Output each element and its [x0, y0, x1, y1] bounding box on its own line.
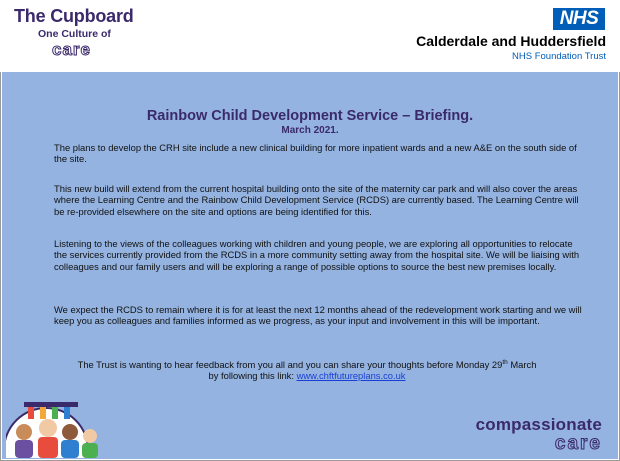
org-name: Calderdale and Huddersfield	[416, 33, 606, 49]
briefing-panel	[2, 72, 618, 459]
closing-line2: by following this link:	[208, 370, 297, 382]
staff-group-illustration	[6, 370, 124, 458]
nhs-logo: NHS	[553, 8, 605, 30]
paragraph-3: Listening to the views of the colleagues working with children and young people, we are exploring all opportunities to relocate the services currently provided from the RCDS in a more community setting away from the hospital site. We will be liaising with colleagues and our family users and will be exploring a range of possible options to source the best new premises locally.	[54, 238, 580, 272]
closing-line1: The Trust is wanting to hear feedback from you all and you can share your thoughts before Monday 29	[77, 359, 503, 371]
compassionate-logo-text: compassionate	[475, 415, 602, 434]
briefing-title: Rainbow Child Development Service – Briefing.	[146, 108, 474, 124]
brand-title: The Cupboard	[14, 6, 134, 26]
closing-superscript: th	[502, 359, 508, 366]
brand-care-logo: care	[52, 40, 91, 59]
compassionate-care-logo: care	[554, 433, 602, 454]
paragraph-4: We expect the RCDS to remain where it is for at least the next 12 months ahead of the redevelopment work starting and we will keep you as colleagues and families informed as we progress, as your input and involvement in this will be important.	[54, 304, 582, 327]
header	[0, 0, 620, 72]
briefing-date: March 2021.	[281, 125, 339, 136]
brand-subtitle: One Culture of	[38, 28, 111, 40]
paragraph-1: The plans to develop the CRH site include a new clinical building for more inpatient wards and a new A&E on the south side of the site.	[54, 142, 577, 165]
paragraph-2: This new build will extend from the current hospital building onto the site of the maternity car park and will also cover the areas where the Learning Centre and the Rainbow Child Development Service (RCDS) are currently based. The Learning Centre will be re-provided elsewhere on the site and options are being identified for this.	[54, 183, 579, 217]
feedback-link[interactable]: www.chftfutureplans.co.uk	[296, 370, 406, 382]
closing-line1-end: March	[507, 359, 537, 371]
org-trust: NHS Foundation Trust	[512, 51, 606, 62]
